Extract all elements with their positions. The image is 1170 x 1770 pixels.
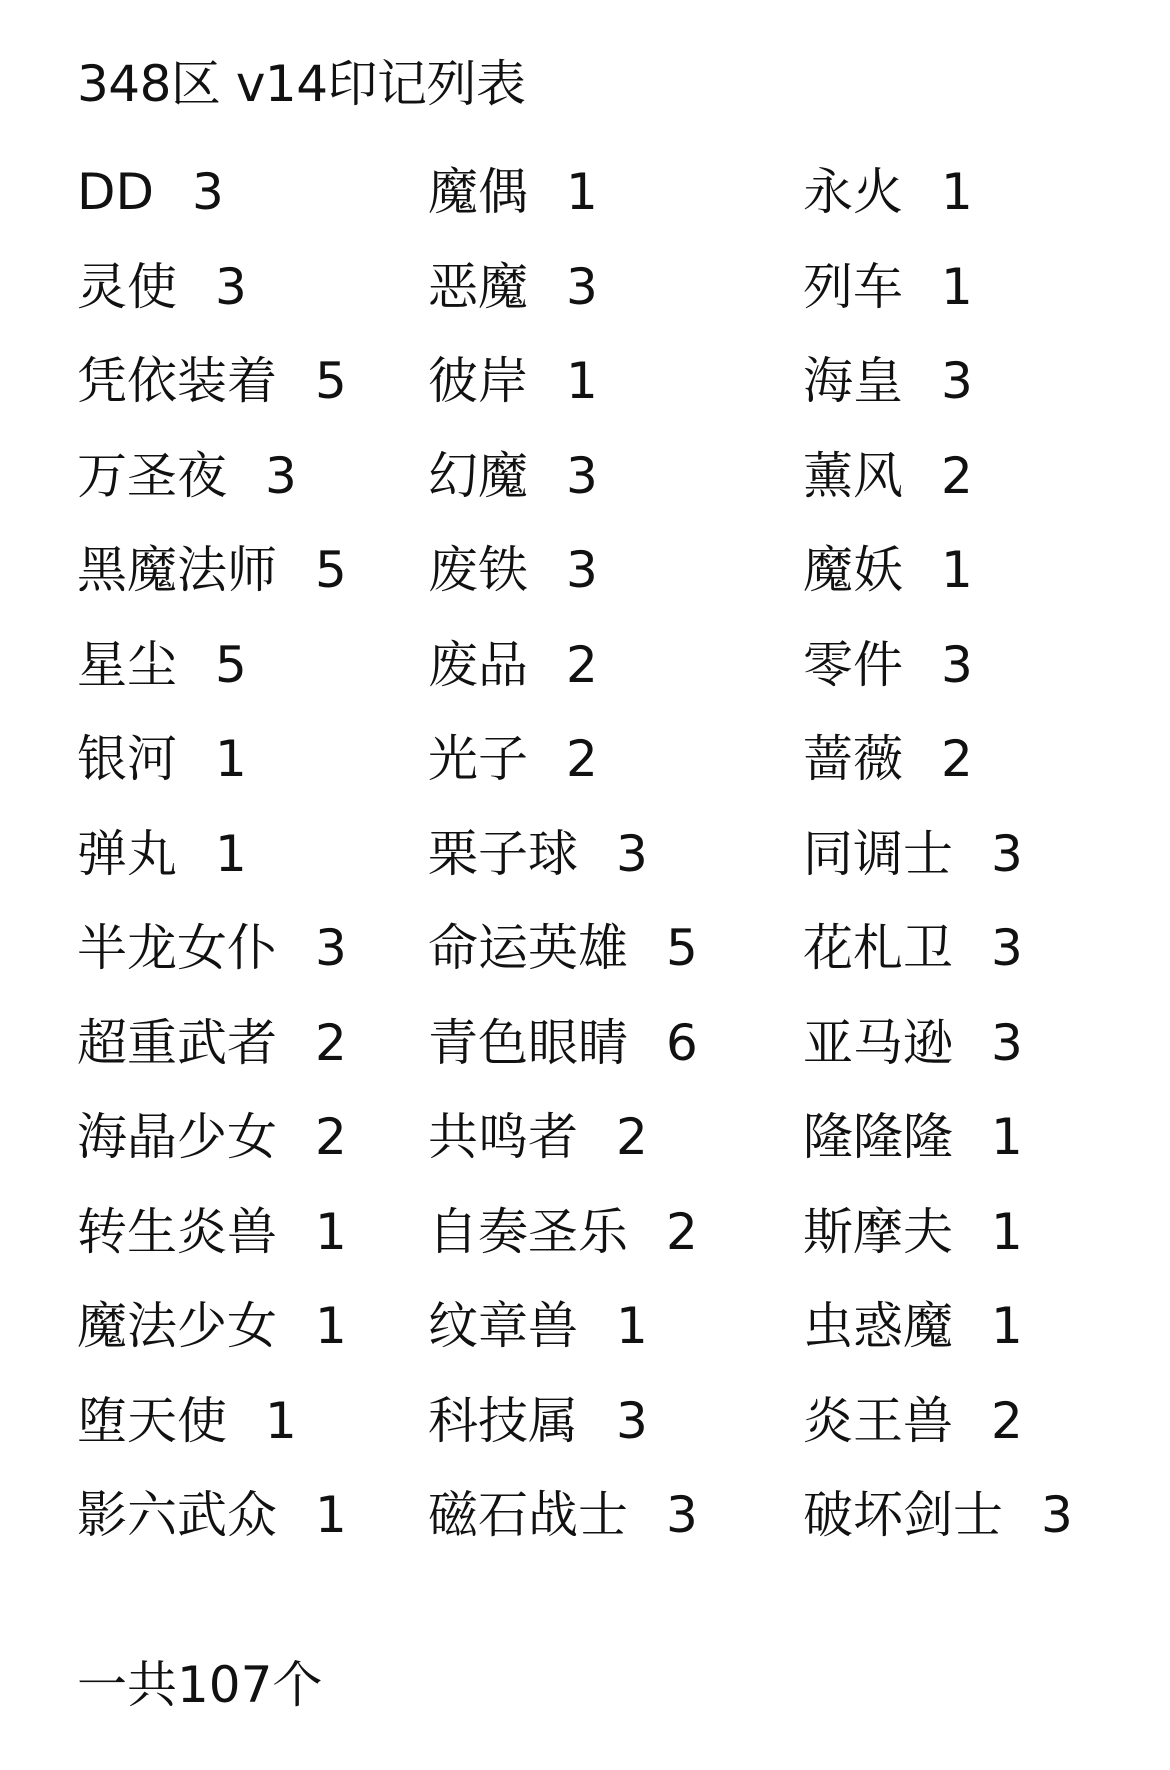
archetype-count: 2 <box>991 1391 1023 1450</box>
list-item <box>77 523 347 617</box>
list-row <box>0 429 1170 523</box>
list-item <box>803 523 973 617</box>
archetype-count: 2 <box>616 1108 648 1166</box>
list-item <box>803 334 973 428</box>
archetype-count: 1 <box>991 1108 1023 1166</box>
list-row <box>0 1090 1170 1184</box>
archetype-name: 蔷薇 <box>803 730 903 788</box>
archetype-name: 炎王兽 <box>803 1391 953 1450</box>
archetype-count: 3 <box>192 163 224 221</box>
list-item <box>77 996 347 1090</box>
list-item <box>428 807 648 901</box>
archetype-count: 1 <box>941 257 973 316</box>
archetype-count: 5 <box>666 919 698 977</box>
list-row <box>0 901 1170 995</box>
archetype-name: 纹章兽 <box>428 1297 578 1355</box>
archetype-name: 花札卫 <box>803 919 953 977</box>
archetype-name: 灵使 <box>77 257 177 316</box>
archetype-name: 黑魔法师 <box>77 541 277 599</box>
list-row <box>0 240 1170 334</box>
total-count: 一共107个 <box>77 1656 323 1714</box>
list-row <box>0 1374 1170 1468</box>
page-title: 348区 v14印记列表 <box>77 55 526 113</box>
list-item <box>428 1374 648 1468</box>
archetype-name: 磁石战士 <box>428 1486 628 1544</box>
archetype-count: 3 <box>666 1486 698 1544</box>
archetype-name: 万圣夜 <box>77 446 227 505</box>
archetype-count: 1 <box>315 1486 347 1544</box>
archetype-name: 恶魔 <box>428 257 528 316</box>
list-row <box>0 807 1170 901</box>
list-item <box>77 1279 347 1373</box>
list-item <box>803 996 1023 1090</box>
archetype-count: 2 <box>566 635 598 694</box>
archetype-name: 薰风 <box>803 446 903 505</box>
archetype-count: 1 <box>941 541 973 599</box>
list-item <box>77 429 297 523</box>
list-item <box>77 1374 297 1468</box>
archetype-name: 同调士 <box>803 824 953 883</box>
archetype-name: DD <box>77 163 155 221</box>
archetype-count: 1 <box>215 730 247 788</box>
archetype-count: 3 <box>215 257 247 316</box>
archetype-name: 零件 <box>803 635 903 694</box>
list-item <box>803 1279 1023 1373</box>
list-item <box>803 1185 1023 1279</box>
archetype-count: 1 <box>566 163 598 221</box>
archetype-name: 废品 <box>428 635 528 694</box>
list-item <box>428 523 598 617</box>
archetype-count: 2 <box>315 1013 347 1072</box>
archetype-list <box>0 145 1170 1544</box>
list-item <box>428 334 598 428</box>
list-row <box>0 523 1170 617</box>
list-item <box>77 145 224 239</box>
archetype-count: 3 <box>616 1391 648 1450</box>
archetype-name: 命运英雄 <box>428 919 628 977</box>
archetype-name: 斯摩夫 <box>803 1202 953 1261</box>
list-item <box>77 1090 347 1184</box>
archetype-name: 永火 <box>803 163 903 221</box>
archetype-count: 1 <box>941 163 973 221</box>
list-row <box>0 1185 1170 1279</box>
list-item <box>428 996 698 1090</box>
list-item <box>77 618 247 712</box>
list-item <box>428 240 598 334</box>
archetype-count: 5 <box>315 541 347 599</box>
list-item <box>77 240 247 334</box>
list-item <box>428 145 598 239</box>
archetype-name: 破坏剑士 <box>803 1486 1003 1544</box>
list-item <box>428 429 598 523</box>
archetype-count: 3 <box>265 446 297 505</box>
list-item <box>803 145 973 239</box>
archetype-count: 3 <box>991 1013 1023 1072</box>
archetype-name: 共鸣者 <box>428 1108 578 1166</box>
archetype-count: 3 <box>1041 1486 1073 1544</box>
archetype-count: 3 <box>566 446 598 505</box>
list-item <box>77 712 247 806</box>
archetype-name: 转生炎兽 <box>77 1202 277 1261</box>
archetype-name: 青色眼睛 <box>428 1013 628 1072</box>
archetype-name: 列车 <box>803 257 903 316</box>
list-item <box>803 1090 1023 1184</box>
archetype-name: 影六武众 <box>77 1486 277 1544</box>
archetype-count: 1 <box>616 1297 648 1355</box>
list-item <box>77 807 247 901</box>
archetype-name: 海晶少女 <box>77 1108 277 1166</box>
archetype-name: 魔法少女 <box>77 1297 277 1355</box>
list-row <box>0 996 1170 1090</box>
archetype-count: 3 <box>991 824 1023 883</box>
list-item <box>428 1185 698 1279</box>
list-item <box>803 618 973 712</box>
archetype-count: 3 <box>566 541 598 599</box>
list-item <box>77 334 347 428</box>
archetype-name: 半龙女仆 <box>77 919 277 977</box>
archetype-name: 光子 <box>428 730 528 788</box>
archetype-count: 3 <box>941 635 973 694</box>
archetype-name: 超重武者 <box>77 1013 277 1072</box>
list-item <box>803 1374 1023 1468</box>
list-item <box>803 901 1023 995</box>
archetype-count: 3 <box>315 919 347 977</box>
archetype-count: 1 <box>566 352 598 410</box>
archetype-count: 1 <box>265 1391 297 1450</box>
list-item <box>428 1279 648 1373</box>
archetype-name: 魔偶 <box>428 163 528 221</box>
archetype-name: 魔妖 <box>803 541 903 599</box>
list-item <box>428 1468 698 1562</box>
list-item <box>428 712 598 806</box>
archetype-name: 自奏圣乐 <box>428 1202 628 1261</box>
archetype-name: 虫惑魔 <box>803 1297 953 1355</box>
list-item <box>77 901 347 995</box>
list-row <box>0 1279 1170 1373</box>
list-item <box>803 429 973 523</box>
archetype-name: 幻魔 <box>428 446 528 505</box>
archetype-name: 海皇 <box>803 352 903 410</box>
archetype-count: 2 <box>315 1108 347 1166</box>
archetype-name: 弹丸 <box>77 824 177 883</box>
archetype-name: 堕天使 <box>77 1391 227 1450</box>
archetype-count: 1 <box>991 1202 1023 1261</box>
list-item <box>803 807 1023 901</box>
archetype-name: 星尘 <box>77 635 177 694</box>
archetype-count: 2 <box>941 730 973 788</box>
archetype-count: 2 <box>941 446 973 505</box>
list-item <box>77 1468 347 1562</box>
list-item <box>803 1468 1073 1562</box>
archetype-count: 6 <box>666 1013 698 1072</box>
archetype-count: 1 <box>315 1297 347 1355</box>
archetype-count: 3 <box>991 919 1023 977</box>
archetype-name: 凭依装着 <box>77 352 277 410</box>
archetype-count: 3 <box>941 352 973 410</box>
archetype-name: 科技属 <box>428 1391 578 1450</box>
archetype-count: 3 <box>566 257 598 316</box>
list-row <box>0 334 1170 428</box>
archetype-name: 栗子球 <box>428 824 578 883</box>
archetype-count: 5 <box>215 635 247 694</box>
archetype-count: 1 <box>315 1202 347 1261</box>
archetype-name: 亚马逊 <box>803 1013 953 1072</box>
archetype-count: 1 <box>215 824 247 883</box>
list-item <box>428 901 698 995</box>
archetype-name: 彼岸 <box>428 352 528 410</box>
list-row <box>0 712 1170 806</box>
archetype-count: 3 <box>616 824 648 883</box>
archetype-name: 银河 <box>77 730 177 788</box>
list-item <box>77 1185 347 1279</box>
list-row <box>0 1468 1170 1562</box>
list-item <box>428 618 598 712</box>
archetype-count: 5 <box>315 352 347 410</box>
list-item <box>803 240 973 334</box>
archetype-count: 2 <box>566 730 598 788</box>
list-row <box>0 145 1170 239</box>
archetype-count: 2 <box>666 1202 698 1261</box>
list-item <box>428 1090 648 1184</box>
list-row <box>0 618 1170 712</box>
archetype-name: 隆隆隆 <box>803 1108 953 1166</box>
archetype-name: 废铁 <box>428 541 528 599</box>
list-item <box>803 712 973 806</box>
archetype-count: 1 <box>991 1297 1023 1355</box>
